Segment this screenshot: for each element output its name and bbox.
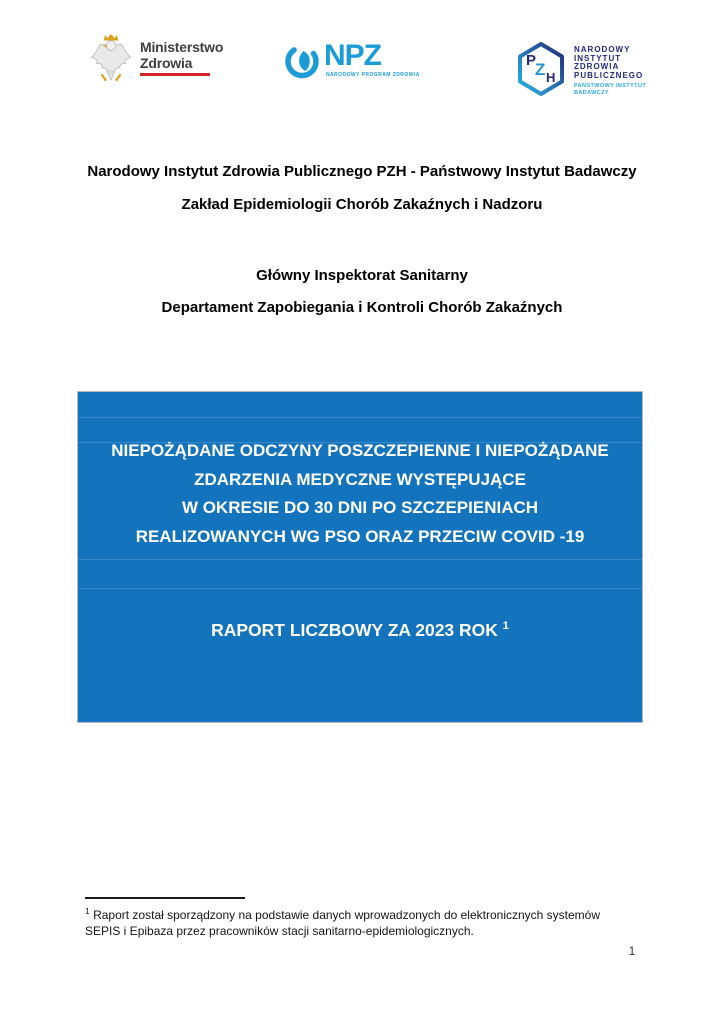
npz-abbr: NPZ: [324, 39, 381, 72]
pzh-hexagon-icon: [516, 41, 566, 99]
page-number: 1: [628, 944, 636, 958]
npz-logo: [284, 39, 420, 83]
banner-row-divider: [78, 559, 642, 560]
pzh-logo-subtext: [574, 83, 646, 96]
inspectorate-line: Główny Inspektorat Sanitarny: [256, 267, 468, 284]
polish-eagle-icon: [88, 32, 134, 84]
report-title-line4: REALIZOWANYCH WG PSO ORAZ PRZECIW COVID -19: [135, 526, 585, 546]
footnote-marker: 1: [85, 906, 90, 916]
banner-row-divider: [78, 417, 642, 418]
pzh-logo-line2: INSTYTUT: [574, 53, 622, 63]
footnote: [85, 904, 637, 939]
svg-text:Z: Z: [535, 60, 546, 79]
ministry-of-health-logo: [88, 31, 224, 85]
footnote-separator: [85, 897, 245, 899]
pzh-logo-line4: PUBLICZNEGO: [574, 70, 644, 80]
report-subtitle: [78, 620, 642, 641]
banner-row-divider: [78, 588, 642, 589]
report-title-line2: ZDARZENIA MEDYCZNE WYSTĘPUJĄCE: [194, 469, 526, 489]
institute-name-line: Narodowy Instytut Zdrowia Publicznego PZH - Państwowy Instytut Badawczy: [87, 163, 637, 180]
report-title-line1: NIEPOŻĄDANE ODCZYNY POSZCZEPIENNE I NIEPOŻĄDANE: [111, 441, 609, 460]
ministry-logo-text: [140, 39, 223, 71]
pzh-logo-line1: NARODOWY: [574, 45, 631, 54]
pzh-logo-subline2: BADAWCZY: [574, 89, 609, 96]
pzh-logo-line3: ZDROWIA: [574, 62, 620, 72]
ministry-logo-red-rule: [140, 73, 210, 76]
report-title: [82, 437, 638, 551]
ministry-logo-line2: Zdrowia: [140, 55, 193, 71]
npz-subtitle: NARODOWY PROGRAM ZDROWIA: [326, 72, 420, 78]
ministry-logo-line1: Ministerstwo: [140, 39, 224, 55]
footnote-body: Raport został sporządzony na podstawie danych wprowadzonych do elektronicznych systemów SEPIS i Epibaza przez pracowników stacji sanitarno-epidemiologicznych.: [85, 908, 601, 938]
pzh-logo-subline1: PAŃSTWOWY INSTYTUT: [574, 83, 647, 89]
department-epi-line: Zakład Epidemiologii Chorób Zakaźnych i Nadzoru: [181, 196, 543, 213]
svg-text:H: H: [546, 70, 556, 85]
npz-leaf-circle-icon: [284, 43, 320, 80]
department-control-line: Departament Zapobiegania i Kontroli Chorób Zakaźnych: [161, 299, 563, 316]
pzh-logo-text: [574, 46, 643, 80]
report-title-line3: W OKRESIE DO 30 DNI PO SZCZEPIENIACH: [181, 498, 539, 517]
pzh-institute-logo: [516, 39, 686, 103]
svg-text:P: P: [526, 52, 537, 69]
report-subtitle-footnote-ref: 1: [502, 620, 509, 633]
report-subtitle-text: RAPORT LICZBOWY ZA 2023 ROK: [211, 620, 498, 640]
report-title-banner: [78, 392, 642, 722]
